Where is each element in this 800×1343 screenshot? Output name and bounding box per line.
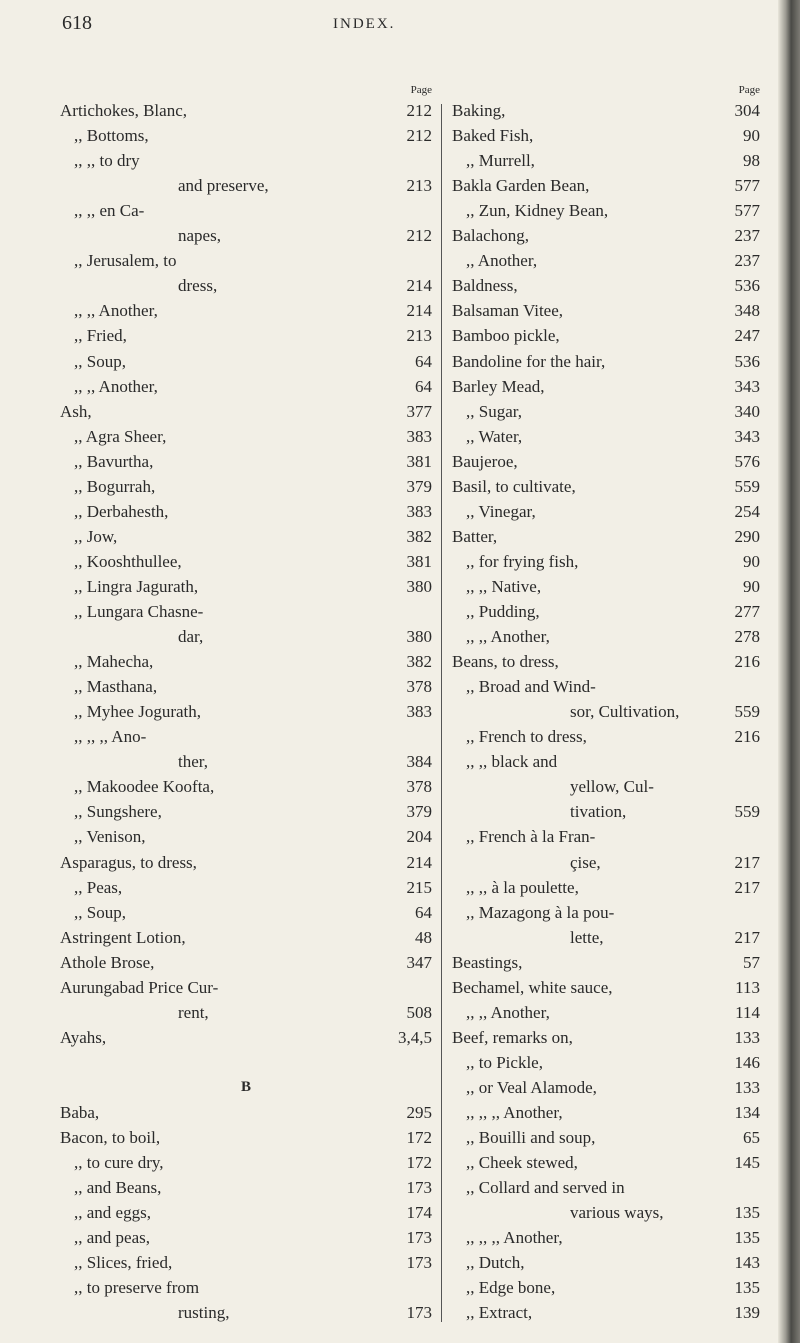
index-entry (60, 275, 432, 297)
entry-page-number: 383 (406, 426, 432, 446)
index-entry (452, 325, 760, 347)
entry-text: ,, Zun, Kidney Bean, (466, 201, 609, 221)
index-entry (452, 977, 760, 999)
entry-text: ,, ,, black and (466, 752, 558, 772)
entry-text: Aurungabad Price Cur- (60, 977, 219, 997)
entry-text: ,, Derbahesth, (74, 501, 169, 521)
index-entry (60, 426, 432, 448)
index-entry (452, 275, 760, 297)
entry-page-number: 214 (406, 276, 432, 296)
entry-page-number: 378 (406, 677, 432, 697)
entry-text: sor, Cultivation, (570, 702, 680, 722)
index-entry (452, 626, 760, 648)
index-entry (452, 776, 760, 798)
index-entry (452, 551, 760, 573)
entry-page-number: 348 (734, 301, 760, 321)
entry-page-number: 135 (734, 1228, 760, 1248)
section-letter: B (240, 1078, 251, 1095)
page-number: 618 (62, 12, 92, 34)
entry-page-number: 217 (734, 852, 760, 872)
entry-text: Asparagus, to dress, (60, 852, 197, 872)
index-entry (452, 200, 760, 222)
entry-text: ,, Bogurrah, (74, 476, 156, 496)
entry-page-number: 113 (735, 977, 760, 997)
running-head: INDEX. (333, 16, 396, 32)
entry-page-number: 216 (734, 652, 760, 672)
entry-page-number: 65 (743, 1128, 760, 1148)
index-entry (60, 200, 432, 222)
entry-text: Astringent Lotion, (60, 927, 186, 947)
entry-text: ,, ,, ,, Ano- (74, 727, 147, 747)
entry-page-number: 559 (734, 476, 760, 496)
index-entry (60, 451, 432, 473)
index-entry (452, 801, 760, 823)
entry-text: çise, (570, 852, 601, 872)
index-entry (60, 1177, 432, 1199)
index-entry (452, 751, 760, 773)
index-entry (60, 1102, 432, 1124)
entry-text: ,, to cure dry, (74, 1153, 164, 1173)
index-entry (452, 1052, 760, 1074)
entry-text: ,, Venison, (74, 827, 146, 847)
entry-page-number: 143 (734, 1253, 760, 1273)
index-entry (60, 1202, 432, 1224)
entry-page-number: 536 (734, 351, 760, 371)
index-entry (452, 1302, 760, 1324)
index-entry (60, 801, 432, 823)
entry-text: ,, Kooshthullee, (74, 551, 182, 571)
index-entry (452, 1277, 760, 1299)
entry-text: Beans, to dress, (452, 652, 559, 672)
entry-text: yellow, Cul- (570, 777, 654, 797)
index-entry (452, 451, 760, 473)
entry-page-number: 343 (734, 426, 760, 446)
entry-page-number: 48 (415, 927, 432, 947)
entry-page-number: 212 (406, 101, 432, 120)
entry-text: Beastings, (452, 952, 523, 972)
entry-text: ,, ,, to dry (74, 151, 140, 171)
entry-text: ,, Soup, (74, 902, 126, 922)
index-entry (60, 376, 432, 398)
page-edge-shadow (778, 0, 800, 1343)
entry-text: Athole Brose, (60, 952, 155, 972)
entry-page-number: 145 (734, 1153, 760, 1173)
entry-page-number: 64 (415, 902, 432, 922)
index-entry (452, 250, 760, 272)
entry-text: tivation, (570, 802, 627, 822)
entry-page-number: 98 (743, 151, 760, 171)
index-entry (60, 401, 432, 423)
entry-text: ,, and eggs, (74, 1203, 151, 1223)
entry-page-number: 174 (406, 1203, 432, 1223)
entry-text: Baked Fish, (452, 126, 534, 146)
index-entry (452, 601, 760, 623)
entry-page-number: 382 (406, 526, 432, 546)
entry-page-number: 379 (406, 476, 432, 496)
entry-text: Ayahs, (60, 1027, 107, 1047)
entry-page-number: 135 (734, 1203, 760, 1223)
entry-text: ,, Soup, (74, 351, 126, 371)
entry-page-number: 90 (743, 576, 760, 596)
entry-page-number: 340 (734, 401, 760, 421)
index-entry (60, 826, 432, 848)
index-entry (60, 576, 432, 598)
entry-text: ,, Broad and Wind- (466, 677, 596, 697)
index-entry (452, 150, 760, 172)
index-entry (452, 526, 760, 548)
index-entry (60, 1027, 432, 1049)
page-column-heading: Page (410, 84, 432, 96)
entry-page-number: 559 (734, 702, 760, 722)
entry-page-number: 217 (734, 877, 760, 897)
index-entry (452, 877, 760, 899)
index-entry (452, 351, 760, 373)
entry-text: and preserve, (178, 176, 269, 196)
index-entry (60, 776, 432, 798)
index-entry (60, 175, 432, 197)
entry-page-number: 146 (734, 1052, 760, 1072)
entry-text: ,, Dutch, (466, 1253, 525, 1273)
entry-text: ,, ,, Another, (466, 1002, 550, 1022)
entry-page-number: 277 (734, 602, 760, 621)
entry-text: ,, to preserve from (74, 1278, 200, 1298)
index-entry (60, 1252, 432, 1274)
index-entry (60, 601, 432, 623)
entry-page-number: 212 (406, 226, 432, 246)
entry-text: ,, Murrell, (466, 151, 535, 171)
entry-page-number: 377 (406, 401, 432, 421)
entry-page-number: 295 (406, 1103, 432, 1122)
index-entry (452, 852, 760, 874)
index-entry (60, 100, 432, 122)
index-entry (60, 150, 432, 172)
entry-page-number: 217 (734, 927, 760, 947)
index-entry (452, 426, 760, 448)
index-entry (452, 1102, 760, 1124)
entry-text: ,, Bavurtha, (74, 451, 154, 471)
entry-text: ,, ,, Another, (466, 627, 550, 647)
index-entry (60, 225, 432, 247)
index-entry (452, 401, 760, 423)
entry-text: ,, Pudding, (466, 602, 540, 621)
entry-page-number: 135 (734, 1278, 760, 1298)
index-entry (60, 325, 432, 347)
entry-page-number: 139 (734, 1303, 760, 1323)
entry-page-number: 134 (734, 1103, 760, 1122)
entry-page-number: 173 (406, 1228, 432, 1248)
entry-text: ,, for frying fish, (466, 551, 579, 571)
entry-text: Artichokes, Blanc, (60, 101, 187, 120)
entry-text: lette, (570, 927, 604, 947)
entry-page-number: 213 (406, 176, 432, 196)
entry-page-number: 536 (734, 276, 760, 296)
index-entry (452, 1077, 760, 1099)
entry-text: ,, French à la Fran- (466, 827, 596, 847)
entry-page-number: 3,4,5 (398, 1027, 432, 1047)
index-entry (452, 576, 760, 598)
entry-text: Bacon, to boil, (60, 1128, 161, 1148)
index-entry (452, 300, 760, 322)
entry-page-number: 576 (734, 451, 760, 471)
entry-page-number: 577 (734, 176, 760, 196)
entry-text: ,, Myhee Jogurath, (74, 702, 202, 722)
index-entry (452, 952, 760, 974)
index-entry (60, 1127, 432, 1149)
index-entry (452, 701, 760, 723)
index-entry (452, 927, 760, 949)
entry-page-number: 290 (734, 526, 760, 546)
entry-text: dar, (178, 627, 204, 647)
index-entry (60, 501, 432, 523)
index-entry (60, 300, 432, 322)
index-entry (452, 726, 760, 748)
entry-page-number: 172 (406, 1153, 432, 1173)
entry-page-number: 379 (406, 802, 432, 822)
entry-text: ,, Lingra Jagurath, (74, 576, 199, 596)
index-entry (452, 1152, 760, 1174)
entry-page-number: 90 (743, 126, 760, 146)
entry-text: dress, (178, 276, 218, 296)
entry-page-number: 508 (406, 1002, 432, 1022)
entry-text: Bamboo pickle, (452, 326, 560, 346)
entry-text: ,, Water, (466, 426, 523, 446)
index-entry (452, 1002, 760, 1024)
index-entry (60, 927, 432, 949)
entry-text: various ways, (570, 1203, 664, 1223)
entry-text: ,, Sugar, (466, 401, 522, 421)
entry-text: Balachong, (452, 226, 529, 246)
entry-text: Bakla Garden Bean, (452, 176, 590, 196)
entry-text: Batter, (452, 526, 498, 546)
entry-page-number: 214 (406, 852, 432, 872)
index-entry (60, 1227, 432, 1249)
index-entry (60, 1052, 432, 1074)
index-entry (60, 125, 432, 147)
entry-page-number: 173 (406, 1303, 432, 1323)
entry-page-number: 212 (406, 126, 432, 146)
index-entry (452, 1227, 760, 1249)
entry-page-number: 173 (406, 1178, 432, 1198)
entry-text: ,, Lungara Chasne- (74, 602, 204, 621)
entry-page-number: 214 (406, 301, 432, 321)
index-entry (452, 651, 760, 673)
entry-text: ,, Mazagong à la pou- (466, 902, 615, 922)
entry-text: Basil, to cultivate, (452, 476, 576, 496)
entry-text: Barley Mead, (452, 376, 545, 396)
entry-text: ,, to Pickle, (466, 1052, 543, 1072)
entry-page-number: 559 (734, 802, 760, 822)
entry-text: ,, Extract, (466, 1303, 533, 1323)
entry-page-number: 216 (734, 727, 760, 747)
entry-text: ,, Slices, fried, (74, 1253, 173, 1273)
entry-text: ,, ,, Another, (74, 376, 158, 396)
entry-text: Bandoline for the hair, (452, 351, 606, 371)
entry-text: Beef, remarks on, (452, 1027, 573, 1047)
index-entry (452, 676, 760, 698)
index-entry (60, 676, 432, 698)
index-entry (60, 1002, 432, 1024)
entry-text: Ash, (60, 401, 92, 421)
entry-text: ,, Mahecha, (74, 652, 154, 672)
entry-page-number: 343 (734, 376, 760, 396)
page-column-heading: Page (738, 84, 760, 96)
index-entry (452, 1202, 760, 1224)
entry-text: ,, or Veal Alamode, (466, 1077, 597, 1097)
entry-page-number: 378 (406, 777, 432, 797)
entry-page-number: 577 (734, 201, 760, 221)
entry-page-number: 237 (734, 251, 760, 271)
entry-text: rusting, (178, 1303, 230, 1323)
entry-text: ,, French to dress, (466, 727, 587, 747)
entry-page-number: 381 (406, 451, 432, 471)
entry-page-number: 380 (406, 576, 432, 596)
entry-text: napes, (178, 226, 221, 246)
index-entry (60, 1152, 432, 1174)
entry-text: ,, Jow, (74, 526, 118, 546)
index-entry (452, 1252, 760, 1274)
entry-page-number: 64 (415, 351, 432, 371)
index-entry (452, 225, 760, 247)
index-entry (452, 175, 760, 197)
entry-page-number: 237 (734, 226, 760, 246)
entry-text: ,, Makoodee Koofta, (74, 777, 215, 797)
index-entry (60, 726, 432, 748)
column-divider (441, 104, 442, 1322)
index-entry (452, 902, 760, 924)
entry-text: Baking, (452, 101, 506, 120)
index-entry (60, 977, 432, 999)
index-entry (452, 476, 760, 498)
entry-text: ,, ,, en Ca- (74, 201, 145, 221)
index-entry (60, 250, 432, 272)
entry-text: ,, ,, Another, (74, 301, 158, 321)
entry-text: ,, Jerusalem, to (74, 251, 177, 271)
index-entry (60, 902, 432, 924)
index-entry (60, 852, 432, 874)
index-entry (60, 751, 432, 773)
index-entry (60, 351, 432, 373)
entry-page-number: 254 (734, 501, 760, 521)
entry-text: ,, ,, à la poulette, (466, 877, 579, 897)
entry-text: ,, ,, ,, Another, (466, 1103, 563, 1122)
entry-page-number: 347 (406, 952, 432, 972)
entry-page-number: 383 (406, 501, 432, 521)
entry-text: Baujeroe, (452, 451, 518, 471)
entry-page-number: 278 (734, 627, 760, 647)
index-entry (452, 100, 760, 122)
entry-text: ,, Sungshere, (74, 802, 162, 822)
entry-text: ,, Bouilli and soup, (466, 1128, 596, 1148)
entry-text: ,, ,, ,, Another, (466, 1228, 563, 1248)
entry-text: rent, (178, 1002, 209, 1022)
index-entry (60, 1277, 432, 1299)
entry-text: ,, Agra Sheer, (74, 426, 167, 446)
entry-text: ,, and peas, (74, 1228, 151, 1248)
entry-text: Baba, (60, 1103, 100, 1122)
entry-page-number: 57 (743, 952, 760, 972)
entry-page-number: 383 (406, 702, 432, 722)
index-entry (452, 1177, 760, 1199)
entry-page-number: 384 (406, 752, 432, 772)
entry-page-number: 304 (734, 101, 760, 120)
entry-text: Bechamel, white sauce, (452, 977, 613, 997)
entry-page-number: 247 (734, 326, 760, 346)
entry-page-number: 213 (406, 326, 432, 346)
entry-page-number: 133 (734, 1027, 760, 1047)
index-entry (452, 826, 760, 848)
entry-text: ,, Vinegar, (466, 501, 536, 521)
index-entry (60, 626, 432, 648)
entry-text: ,, Fried, (74, 326, 127, 346)
entry-page-number: 381 (406, 551, 432, 571)
entry-text: ther, (178, 752, 208, 772)
entry-page-number: 380 (406, 627, 432, 647)
index-entry (452, 1027, 760, 1049)
entry-text: ,, ,, Native, (466, 576, 542, 596)
index-entry (452, 501, 760, 523)
entry-text: ,, Masthana, (74, 677, 158, 697)
entry-text: ,, Bottoms, (74, 126, 149, 146)
entry-text: ,, and Beans, (74, 1178, 162, 1198)
index-entry (60, 476, 432, 498)
index-entry (60, 877, 432, 899)
entry-text: ,, Cheek stewed, (466, 1153, 578, 1173)
index-entry (452, 125, 760, 147)
entry-text: Balsaman Vitee, (452, 301, 564, 321)
entry-page-number: 133 (734, 1077, 760, 1097)
index-entry (60, 651, 432, 673)
entry-text: ,, Edge bone, (466, 1278, 556, 1298)
index-entry (452, 376, 760, 398)
index-entry (60, 526, 432, 548)
entry-page-number: 173 (406, 1253, 432, 1273)
entry-text: Baldness, (452, 276, 518, 296)
entry-text: ,, Another, (466, 251, 538, 271)
index-entry (60, 701, 432, 723)
index-entry (60, 551, 432, 573)
entry-page-number: 90 (743, 551, 760, 571)
index-entry (452, 1127, 760, 1149)
entry-page-number: 114 (735, 1002, 760, 1022)
entry-page-number: 382 (406, 652, 432, 672)
entry-text: ,, Peas, (74, 877, 123, 897)
index-entry (60, 952, 432, 974)
index-entry (60, 1302, 432, 1324)
entry-page-number: 204 (406, 827, 432, 847)
entry-page-number: 215 (406, 877, 432, 897)
entry-page-number: 172 (406, 1128, 432, 1148)
entry-page-number: 64 (415, 376, 432, 396)
entry-text: ,, Collard and served in (466, 1178, 625, 1198)
